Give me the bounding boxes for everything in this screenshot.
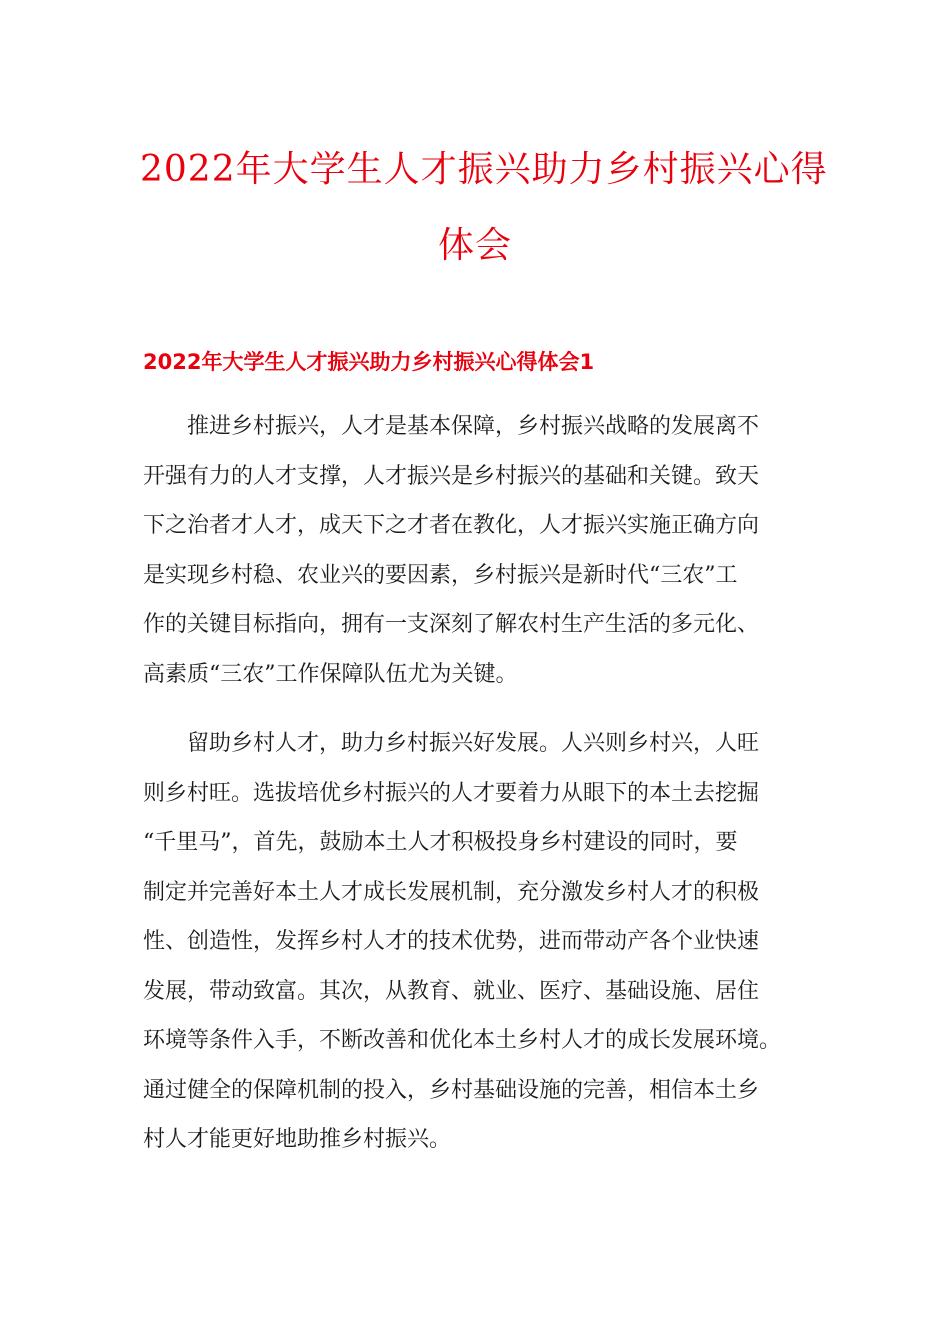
- paragraph-line: 通过健全的保障机制的投入，乡村基础设施的完善，相信本土乡: [143, 1077, 760, 1103]
- paragraph-line: 推进乡村振兴，人才是基本保障，乡村振兴战略的发展离不: [187, 414, 760, 439]
- paragraph-line: 开强有力的人才支撑，人才振兴是乡村振兴的基础和关键。致天: [143, 463, 760, 489]
- document-title: [140, 132, 828, 284]
- section-heading: 2022年大学生人才振兴助力乡村振兴心得体会1: [143, 350, 595, 374]
- paragraph-line: 留助乡村人才，助力乡村振兴好发展。人兴则乡村兴，人旺: [187, 731, 760, 756]
- paragraph-line: 则乡村旺。选拔培优乡村振兴的人才要着力从眼下的本土去挖掘: [143, 780, 760, 806]
- paragraph-line: 环境等条件入手，不断改善和优化本土乡村人才的成长发展环境。: [143, 1028, 782, 1053]
- paragraph-line: 作的关键目标指向，拥有一支深刻了解农村生产生活的多元化、: [143, 612, 760, 637]
- paragraph-line: 发展，带动致富。其次，从教育、就业、医疗、基础设施、居住: [143, 978, 760, 1004]
- paragraph-line: 高素质“三农”工作保障队伍尤为关键。: [143, 661, 518, 687]
- paragraph-line: “千里马”，首先，鼓励本土人才积极投身乡村建设的同时，要: [143, 830, 738, 855]
- paragraph-2: [143, 719, 815, 1165]
- title-line: 体会: [437, 225, 512, 266]
- paragraph-line: 下之治者才人才，成天下之才者在教化，人才振兴实施正确方向: [143, 513, 760, 538]
- paragraph-line: 制定并完善好本土人才成长发展机制，充分激发乡村人才的积极: [143, 879, 760, 905]
- paragraph-line: 性、创造性，发挥乡村人才的技术优势，进而带动产各个业快速: [143, 929, 760, 954]
- title-line: 2022年大学生人才振兴助力乡村振兴心得: [140, 149, 828, 190]
- paragraph-line: 是实现乡村稳、农业兴的要因素，乡村振兴是新时代“三农”工: [143, 562, 738, 588]
- paragraph-line: 村人才能更好地助推乡村振兴。: [143, 1127, 452, 1152]
- paragraph-1: [143, 402, 815, 699]
